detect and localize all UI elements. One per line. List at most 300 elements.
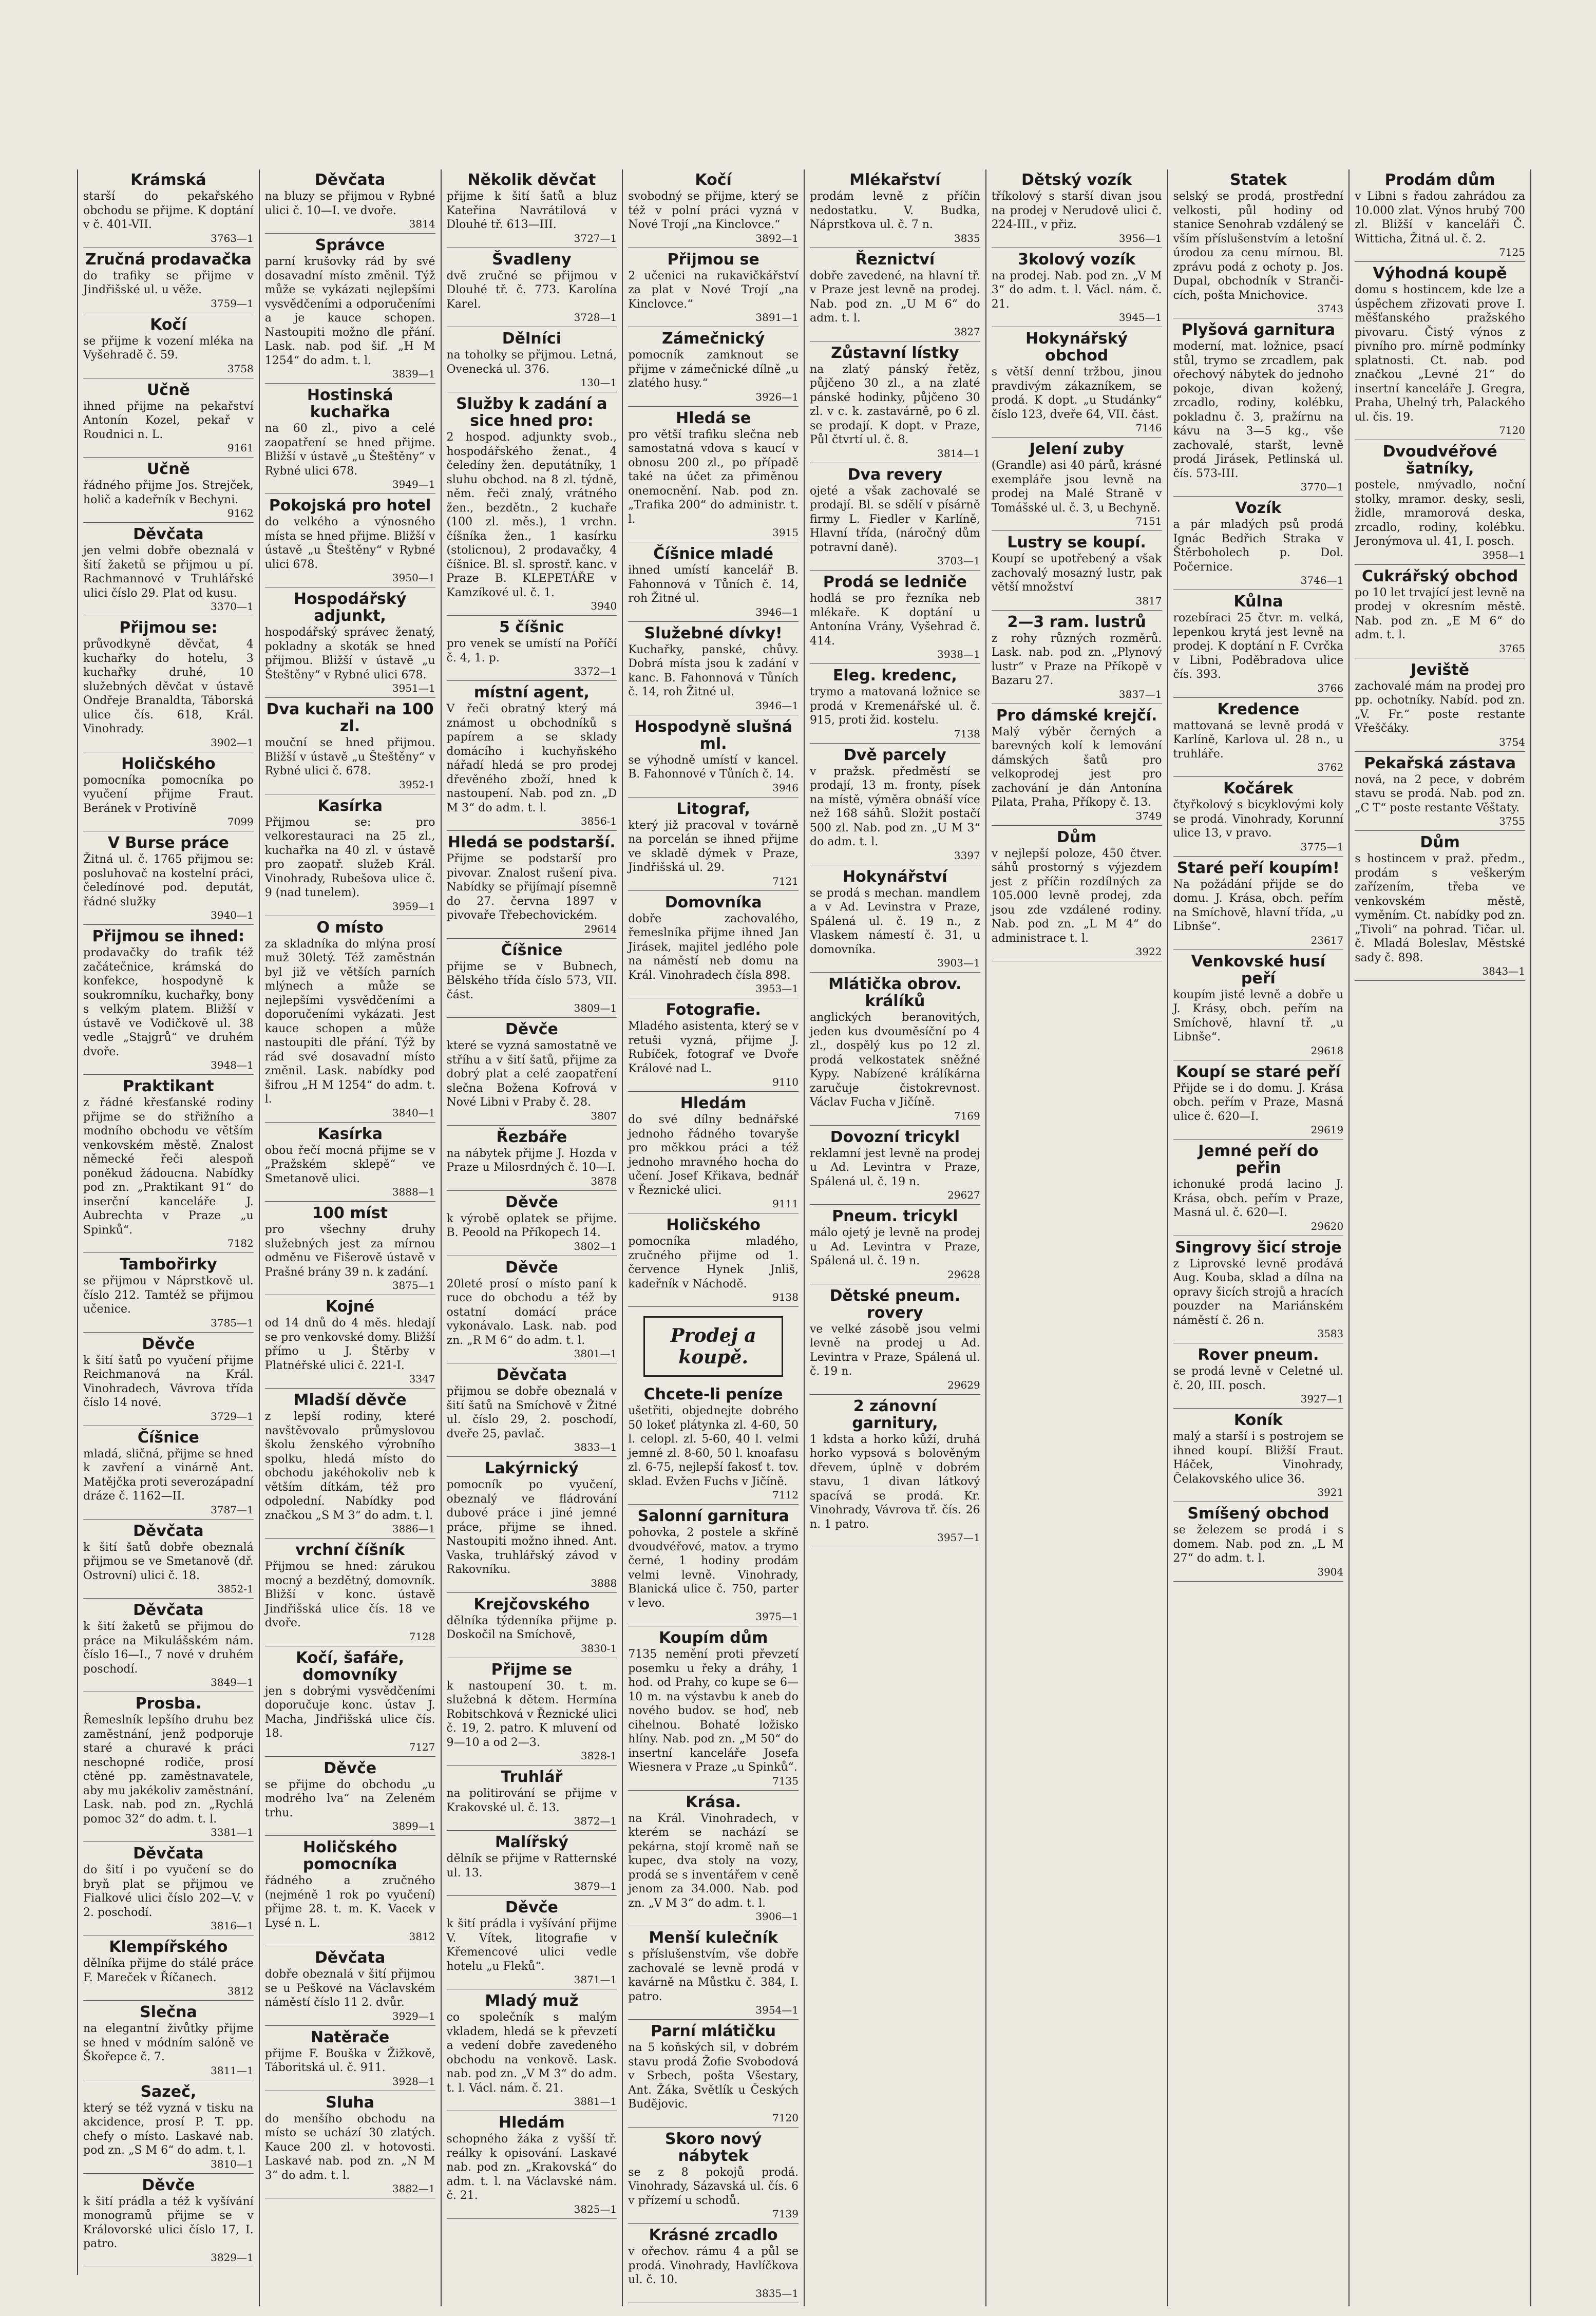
ad-reference-number: 3881—1 [574,2095,617,2108]
classified-ad [83,2083,254,2174]
classified-ad [83,1602,254,1692]
ad-heading: Chcete-li peníze [643,1385,783,1403]
ad-reference-number: 3951—1 [392,682,435,694]
classified-ad [265,591,435,698]
ad-text: s příslušenstvím, vše dobře zachovalé se levně prodá v kavárně na Můstku č. 384, I. patro. [628,1948,799,2003]
ad-text: ihned umístí kancelář B. Fahonnová v Tůních č. 14, roh Žitné ul. [628,564,799,605]
classified-ad [1173,780,1344,857]
ad-text: k šití šatů dobře obeznalá přijmou se ve Smetanově (dř. Ostrovní) ulici č. 18. [83,1541,254,1582]
ad-reference-number: 3938—1 [937,648,980,660]
ad-heading: Truhlář [501,1768,563,1786]
newspaper-page [77,169,1531,2300]
classified-ad [265,497,435,587]
ad-heading: Dům [1056,828,1097,846]
classified-ad [810,976,980,1126]
ad-text: 1 kdsta a horko kůží, druhá horko vypsová s bolověným dřevem, úplně v dobrém stavu, 1 divan látkový spacívá se prodá. Kr. Vinohrady, Vávrova tř. čís. 26 n. 1 patro. [810,1433,980,1531]
ad-reference-number: 3929—1 [392,2009,435,2022]
ad-heading: Zámečnický [661,330,765,348]
ad-text: ichonuké prodá lacino J. Krása, obch. peřím v Praze, Masná ul. č. 620—I. [1173,1178,1344,1219]
classified-ad [810,667,980,744]
ad-text: z Liprovské levně prodává Aug. Kouba, sklad a dílna na opravy šicích strojů a hracích pouzder na Mariánském náměstí č. 26 n. [1173,1257,1344,1327]
ad-reference-number: 7121 [772,875,799,887]
ad-heading: Rover pneum. [1198,1346,1319,1364]
ad-heading: Koupí se staré peří [1176,1062,1341,1081]
ad-text: se z 8 pokojů prodá. Vinohrady, Sázavská ul. čís. 6 v přízemí u schodů. [628,2166,799,2207]
classified-ad [1355,661,1525,752]
ad-text: moderní, mat. ložnice, psací stůl, trymo se zrcadlem, pak ořechový nábytek do jednoho pokoje, divan kožený, zrcadlo, rodiny, kolébku, pokladnu č. 3, pražírnu na kávu na 3—5 kg., vše zachovalé, staršt, levně prodá Jirásek, Petlinská ul. čís. 573-III. [1173,340,1344,480]
ad-text: postele, nmývadlo, noční stolky, mramor. desky, sesli, židle, mramorová deska, zrcadlo, rodiny, kolébku. Jeronýmova ul. 41, I. posch. [1355,479,1525,548]
ad-reference-number: 3949—1 [392,478,435,490]
ad-text: pomocník po vyučení, obeznalý ve fládrování dubové práce i jiné jemné práce, přijme se ihned. Nastoupiti možno ihned. Ant. Vaska, truhlářský závod v Rakovníku. [446,1478,617,1576]
ad-heading: Fotografie. [666,1001,761,1019]
ad-text: se přijmou v Náprstkově ul. číslo 212. Tamtéž se přijmou učenice. [83,1275,254,1316]
ad-text: ihned přijme na pekařství Antonín Kozel, pekař v Roudnici n. L. [83,400,254,441]
classified-ad [992,707,1162,826]
ad-text: hospodářský správec ženatý, pokladny a skoták se hned přijmou. Bližší v ústavě „u Šteštěny“ v Rybné ulici 678. [264,626,435,681]
ad-reference-number: 3763—1 [211,232,254,244]
classified-ad [447,1769,617,1831]
ad-heading: Učně [146,460,190,478]
ad-reference-number: 9110 [772,1076,799,1088]
ad-text: dělníka týdenníka přijme p. Doskočil na Smíchově, [446,1614,617,1641]
ad-reference-number: 3956—1 [1118,232,1162,244]
classified-ad [1173,1346,1344,1409]
ad-reference-number: 3915 [772,526,799,539]
classified-ad [992,330,1162,438]
ad-reference-number: 3749 [1135,809,1162,822]
ad-reference-number: 29629 [947,1378,980,1391]
ad-reference-number: 3755 [1499,815,1525,827]
classified-ad [628,1386,799,1505]
ad-heading: Hospodářský adjunkt, [293,590,407,625]
ad-text: dělníka přijme do stálé práce F. Mareček v Říčanech. [83,1957,254,1984]
ad-reference-number: 3957—1 [937,1531,980,1544]
ad-text: Mladého asistenta, který se v retuši vyzná, přijme J. Rubíček, fotograf ve Dvoře Králové nad L. [628,1020,799,1075]
ad-heading: Slečna [140,2003,197,2021]
ad-heading: Hokynářský obchod [1025,330,1128,365]
classified-ad [1173,953,1344,1060]
ad-reference-number: 3835—1 [755,2287,799,2300]
ad-text: Přijmou se: pro velkorestauraci na 25 zl., kuchařka na 40 zl. v ústavě pro zaopatř. služeb Král. Vinohrady, Rubešova ulice č. 9 (nad tunelem). [264,815,435,899]
classified-ad [265,1949,435,2026]
classified-ad [628,1095,799,1213]
ad-heading: 2—3 ram. lustrů [1007,613,1146,631]
ad-text: selský se prodá, prostřední velkosti, půl hodiny od stanice Senohrab vzdálený se vším příslušenstvím a letošní úrodou za cenu mírnou. Bl. zprávu podá z ochoty p. Jos. Dupal, obchodník v Stranči-cích, pošta Mnichovice. [1173,190,1344,302]
ad-text: koupím jisté levně a dobře u J. Krásy, obch. peřím na Smíchově, hlavní tř. „u Libnše“. [1173,988,1344,1043]
ad-reference-number: 3729—1 [211,1410,254,1422]
ad-reference-number: 3879—1 [574,1880,617,1892]
classified-ad [447,1661,617,1766]
classified-ad [265,1542,435,1646]
ad-reference-number: 3817 [1135,594,1162,607]
ad-reference-number: 29618 [1310,1044,1344,1057]
ad-reference-number: 3703—1 [937,555,980,567]
classified-ad [265,1649,435,1757]
column-8 [1350,169,1531,2306]
ad-text: přijme F. Bouška v Žižkově, Táboritská ul. č. 911. [264,2047,435,2074]
ad-reference-number: 3839—1 [392,368,435,380]
ad-heading: Lustry se koupí. [1007,534,1146,552]
ad-reference-number: 7146 [1135,422,1162,434]
ad-heading: Tambořirky [120,1256,217,1274]
classified-ad [628,1794,799,1927]
ad-text: (Grandle) asi 40 párů, krásné exempláře jsou levně na prodej na Malé Straně v Tomášské ul. č. 3, u Bechyně. [991,459,1162,515]
ad-reference-number: 3950—1 [392,572,435,584]
ad-text: dvě zručné se přijmou v Dlouhé tř. č. 773. Karolína Karel. [446,269,617,311]
ad-text: a pár mladých psů prodá Ignác Bedřich Straka v Štěrboholech p. Dol. Počernice. [1173,518,1344,574]
column-7 [1168,169,1350,2306]
ad-text: Žitná ul. č. 1765 přijmou se: posluhovač na kostelní práci, čeledínové pod. deputát, řádné služky [83,853,254,908]
classified-ad [810,345,980,463]
ad-reference-number: 3948—1 [211,1059,254,1071]
ad-text: se přijme k vození mléka na Vyšehradě č. 59. [83,334,254,362]
ad-reference-number: 3875—1 [392,1279,435,1292]
ad-reference-number: 3888—1 [392,1186,435,1198]
ad-heading: Přijmou se [667,250,759,269]
ad-reference-number: 9161 [227,442,254,454]
ad-heading: Mlátička obrov. králíků [828,975,962,1010]
classified-ad [628,545,799,622]
ad-text: jen s dobrými vysvědčeními doporučuje konc. ústav J. Macha, Jindřišská ulice čís. 18. [264,1684,435,1740]
ad-heading: V Burse práce [107,834,229,852]
column-1 [78,169,260,2306]
ad-reference-number: 29614 [584,922,617,935]
ad-text: 2 hospod. adjunkty svob., hospodářského ženat., 4 čeledíny žen. deputátníky, 1 sluhu obchod. na 8 zl. týdně, něm. řeči znalý, vrátného žen., bezdětn., 2 kuchaře (100 zl. měs.), 1 vrchn. číšníka žen., 1 kasírku (stolicnou), 2 prodavačky, 4 číšnice. Bl. sl. sprostř. kanc. v Praze B. KLEPETÁŘE v Kamzíkové ul. č. 1. [446,431,617,599]
ad-text: do trafiky se přijme v Jindřišské ul. u věže. [83,269,254,296]
classified-ad [265,1839,435,1946]
classified-ad [810,1208,980,1284]
ad-heading: Děvčata [314,1949,386,1967]
ad-heading: Jeviště [1411,660,1470,679]
ad-heading: Děvčata [314,171,386,189]
ad-text: dělník se přijme v Ratternské ul. 13. [446,1852,617,1880]
ad-heading: Zůstavní lístky [831,344,959,362]
ad-heading: Dva kuchaři na 100 zl. [266,700,434,735]
ad-text: řádného přijme Jos. Strejček, holič a kadeřník v Bechyni. [83,479,254,506]
ad-text: pomocníka mladého, zručného přijme od 1. července Hynek Jnliš, kadeřník v Náchodě. [628,1235,799,1290]
ad-text: schopného žáka z vyšší tř. reálky k opisování. Laskavé nab. pod zn. „Krakovská“ do adm. t. l. na Václavské nám. č. 21. [446,2133,617,2202]
section-banner: Prodej a koupě. [643,1316,783,1377]
ad-heading: Učně [146,381,190,399]
classified-ad [447,834,617,939]
classified-ad [265,237,435,384]
classified-ad [810,1287,980,1395]
ad-text: na 5 koňských sil, v dobrém stavu prodá Žofie Svobodová v Srbech, pošta Všestary, Ant. Žáka, Světlík u Českých Budějovic. [628,2041,799,2111]
ad-reference-number: 3814—1 [937,447,980,460]
classified-ad [447,1992,617,2111]
classified-ad [265,387,435,494]
classified-ad [447,619,617,681]
ad-reference-number: 3802—1 [574,1240,617,1252]
ad-text: Kuchařky, panské, chůvy. Dobrá místa jsou k zadání v kanc. B. Fahonnová v Tůních č. 14, roh Žitné ul. [628,643,799,698]
ad-reference-number: 3809—1 [574,1002,617,1014]
ad-reference-number: 3835 [954,232,980,244]
ad-heading: Kasírka [317,796,383,815]
classified-ad [83,1523,254,1599]
ad-reference-number: 7138 [954,727,980,740]
ad-heading: Řeznictví [855,250,935,269]
ad-heading: Děvče [324,1759,377,1777]
ad-text: se prodá s mechan. mandlem a v Ad. Levinstra v Praze, Spálená ul. č. 19 n., z Vlaskem námestí č. 31, u domovníka. [810,886,980,956]
ad-heading: Staré peří koupím! [1176,859,1340,877]
classified-ad [447,1596,617,1658]
ad-reference-number: 3787—1 [211,1503,254,1516]
classified-ad [992,251,1162,328]
ad-heading: Děvčata [133,1601,204,1619]
ad-heading: Mlékařství [849,171,941,189]
classified-ad [83,526,254,616]
column-4 [623,169,805,2306]
ad-text: dobře zavedené, na hlavní tř. v Praze jest levně na prodej. Nab. pod zn. „U M 6“ do adm. t. l. [810,269,980,325]
ad-heading: Holičského [666,1216,761,1234]
ad-heading: Děvče [505,1899,558,1916]
ad-text: v pražsk. předměstí se prodají, 13 m. fronty, písek na místě, výměra obnáší více než 168 sáhů. Složit postačí 500 zl. Nab. pod zn. „U M 3“ do adm. t. l. [810,765,980,848]
classified-ad [447,330,617,392]
ad-text: domu s hostincem, kde lze a úspěchem zřizovati prove I. měšťanského pražského pivovaru. Čistý výnos z pivního pro. mírně podmínky splatnosti. Ct. nab. pod značkou „Levné 21“ do insertní kanceláře J. Gregra, Praha, Uhelný trh, Palackého ul. čis. 19. [1355,283,1525,424]
ad-text: tříkolový s starší divan jsou na prodej v Nerudově ulici č. 224-III., v přiz. [991,190,1162,231]
ad-reference-number: 3892—1 [755,232,799,244]
ad-heading: Hospodyně slušná ml. [634,717,793,753]
classified-ad [265,172,435,234]
classified-ad [447,395,617,616]
classified-ad [447,684,617,831]
ad-reference-number: 29628 [947,1268,980,1281]
classified-ad [83,755,254,832]
ad-text: ojeté a však zachovalé se prodají. Bl. se sdělí v písárně firmy L. Fiedler v Karlíně, Hlavní třída, (náročný dům potravní daně). [810,484,980,554]
ad-text: ve velké zásobě jsou velmi levně na prodej u Ad. Levintra v Praze, Spálená ul. č. 19 n. [810,1322,980,1378]
classified-ad [447,1366,617,1457]
ad-text: po 10 let trvající jest levně na prodej v okresním městě. Nab. pod zn. „E M 6“ do adm. t. l. [1355,586,1525,641]
classified-ad [83,1336,254,1426]
ad-reference-number: 9162 [227,507,254,519]
ad-text: prodavačky do trafik též začátečnice, krámská do konfekce, hospodyně k soukromníku, kuchařky, bony s velkým platem. Bližší v ústavě ve Vodičkově ul. 38 vedle „Stajgrů“ ve druhém dvoře. [83,946,254,1058]
ad-heading: Kočí, šafáře, domovníky [296,1648,405,1684]
ad-reference-number: 3746—1 [1300,574,1344,586]
ad-text: přijme se v Bubnech, Bělského třída číslo 573, VII. část. [446,960,617,1001]
ad-text: do šití i po vyučení se do bryň plat se přijmou ve Fialkové ulici číslo 202—V. v 2. poschodí. [83,1864,254,1919]
ad-text: s hostincem v praž. předm., prodám s veškerým zařízením, třeba ve venkovském městě, vyměním. Ct. nabídky pod zn. „Tivoli“ na pohrad. Tičar. ul. č. Mladá Boleslav, Městské sady č. 898. [1355,852,1525,964]
classified-ad [1173,500,1344,590]
ad-heading: Mladší děvče [293,1391,407,1409]
ad-text: na Král. Vinohradech, v kterém se nachází se pekárna, stojí kromě naň se kupec, dva stoly na vozy, prodá se s inventářem v ceně jenom za 34.000. Nab. pod zn. „V M 3“ do adm. t. l. [628,1812,799,1910]
ad-reference-number: 3762 [1317,761,1344,773]
ad-reference-number: 3927—1 [1300,1393,1344,1405]
ad-reference-number: 29627 [947,1189,980,1201]
ad-heading: Dvě parcely [844,746,946,764]
ad-reference-number: 3785—1 [211,1316,254,1329]
classified-ad [992,614,1162,704]
classified-ad [992,534,1162,611]
ad-heading: Děvče [142,1335,195,1353]
ad-text: Na požádání přijde se do domu. J. Krása, obch. peřím na Smíchově, hlavní třída, „u Libnše“. [1173,878,1344,933]
column-2 [260,169,442,2306]
ad-reference-number: 3370—1 [211,600,254,613]
classified-ad [447,1259,617,1364]
ad-text: k šití žaketů se přijmou do práce na Mikulášském nám. číslo 16—I., 7 nové v druhém poschodí. [83,1620,254,1676]
ad-reference-number: 7139 [772,2208,799,2220]
ad-reference-number: 3801—1 [574,1347,617,1360]
ad-text: 7135 nemění proti převzetí posemku u řeky a dráhy, 1 hod. od Prahy, co kupe se 6—10 m. na výstavbu k aneb do nového budov. se hoď, neb cihelnou. Bohaté ložisko hlíny. Nab. pod zn. „M 50“ do insertní kanceláře Josefa Wiesnera v Praze „u Spinků“. [628,1648,799,1774]
classified-ad [628,2227,799,2303]
ad-text: k nastoupení 30. t. m. služebná k dětem. Hermína Robitschková v Řeznické ulici č. 19, 2. patro. K mluvení od 9—10 a od 2—3. [446,1679,617,1749]
ad-reference-number: 3810—1 [211,2157,254,2170]
ad-reference-number: 3954—1 [755,2004,799,2016]
ad-reference-number: 3878 [591,1174,617,1187]
ad-text: na 60 zl., pivo a celé zaopatření se hned přijme. Bližší v ústavě „u Šteštěny“ v Rybné ulici 678. [264,422,435,478]
classified-ad [810,1129,980,1205]
ad-reference-number: 130—1 [580,376,617,389]
ad-text: dobře obeznalá v šití přijmou se u Peškové na Václavském náměstí číslo 11 2. dvůr. [264,1968,435,2009]
ad-reference-number: 29619 [1310,1124,1344,1136]
ad-text: dobře zachovalého, řemeslníka přijme ihned Jan Jirásek, majitel jedlého pole na náměstí neb domu na Král. Vinohradech čísla 898. [628,912,799,982]
ad-text: hodlá se pro řezníka neb mlékaře. K doptání u Antonína Vrány, Vyšehrad č. 414. [810,592,980,648]
ad-heading: Krása. [686,1793,742,1811]
ad-text: do menšího obchodu na místo se uchází 30 zlatých. Kauce 200 zl. v hotovosti. Laskavé nab. pod zn. „N M 3“ do adm. t. l. [264,2112,435,2182]
ad-reference-number: 3953—1 [755,982,799,995]
classified-ad [992,829,1162,962]
ad-heading: Číšnice mladé [653,545,774,563]
ad-text: pro všechny druhy služebných jest za mírnou odměnu ve Fišerově ústavě v Prašné brány 39 n. k zadání. [264,1223,435,1279]
classified-ad [628,330,799,407]
classified-ad [1173,593,1344,698]
ad-text: k šití prádla i vyšívání přijme V. Vítek, litografie v Křemencové ulici vedle hotelu „u Fleků“. [446,1918,617,1973]
ad-heading: Dětské pneum. rovery [829,1286,961,1322]
ad-reference-number: 3959—1 [392,900,435,913]
ad-reference-number: 3825—1 [574,2203,617,2215]
ad-text: 20leté prosí o místo paní k ruce do obchodu a též by ostatní domácí práce vykonávalo. Lask. nab. pod zn. „R M 6“ do adm. t. l. [446,1277,617,1347]
ad-heading: Krámská [130,171,206,189]
classified-ad [628,801,799,891]
ad-heading: Děvče [505,1193,558,1211]
ad-reference-number: 3886—1 [392,1523,435,1535]
ad-text: do velkého a výnosného místa se hned přijme. Bližší v ústavě „u Šteštěny“ v Rybné ulici 678. [264,516,435,571]
classified-ad [83,1429,254,1520]
ad-reference-number: 3812 [227,1985,254,1997]
ad-heading: Přijmou se ihned: [92,927,245,945]
ad-reference-number: 3727—1 [574,232,617,244]
classified-ad [810,868,980,973]
ad-text: do své dílny bednářské jednoho řádného tovaryše pro měkkou práci a též jednoho mravného hocha do učení. Josef Křikava, bednář v Řeznické ulici. [628,1113,799,1197]
ad-reference-number: 3381—1 [211,1826,254,1838]
classified-ad [628,172,799,248]
ad-text: nová, na 2 pece, v dobrém stavu se prodá. Nab. pod zn. „C T“ poste restante Věštaty. [1355,773,1525,814]
ad-text: k výrobě oplatek se přijme. B. Peoold na Příkopech 14. [446,1212,617,1239]
ad-reference-number: 3945—1 [1118,311,1162,324]
ad-text: které se vyzná samostatně ve stříhu a v šití šatů, přijme za dobrý plat a celé zaopatření slečna Božena Kofrová v Nové Libni v Praby č. 28. [446,1039,617,1109]
ad-text: Malý výběr černých a barevných kolí k lemování dámských šatů pro velkoprodej jest pro zachování je dán Antonína Pilata, Praha, Příkopy č. 13. [991,725,1162,809]
ad-reference-number: 3921 [1317,1486,1344,1498]
ad-reference-number: 3397 [954,849,980,862]
classified-ad [83,2004,254,2080]
classified-ad [628,410,799,543]
ad-reference-number: 3882—1 [392,2182,435,2195]
ad-reference-number: 3946—1 [755,605,799,618]
classified-ad [447,172,617,248]
ad-reference-number: 3906—1 [755,1910,799,1923]
ad-heading: Několik děvčat [467,171,596,189]
ad-reference-number: 3852-1 [217,1583,254,1595]
ad-text: málo ojetý je levně na prodej u Ad. Levintra v Praze, Spálená ul. č. 19 n. [810,1226,980,1267]
ad-reference-number: 3904 [1317,1565,1344,1578]
ad-heading: Koupím dům [659,1629,768,1647]
ad-reference-number: 3758 [227,362,254,375]
ad-heading: Prodám dům [1384,171,1495,189]
ad-heading: Kočí [695,171,732,189]
ad-text: v ořechov. rámu 4 a půl se prodá. Vinohrady, Havlíčkova ul. č. 10. [628,2245,799,2286]
classified-ad [992,172,1162,248]
ad-reference-number: 3765 [1499,642,1525,655]
ad-reference-number: 3843—1 [1482,965,1525,977]
classified-ad [1173,321,1344,497]
classified-ad [83,1695,254,1842]
ad-reference-number: 3871—1 [574,1973,617,1986]
ad-heading: Kočí [150,315,187,334]
ad-text: Koupí se upotřebený a však zachovalý mosazný lustr, pak větší množství [991,553,1162,594]
ad-reference-number: 3888 [591,1577,617,1589]
classified-ad [83,316,254,378]
classified-ad [810,1398,980,1548]
classified-ad [628,2131,799,2224]
ad-text: co společník s malým vkladem, hledá se k převzetí a vedení dobře zavedeného obchodu na venkově. Lask. nab. pod zn. „V M 3“ do adm. t. l. Václ. nám. č. 21. [446,2011,617,2095]
ad-heading: Holičského pomocníka [302,1838,397,1873]
ad-reference-number: 9138 [772,1291,799,1303]
ad-text: Přijmou se hned: zárukou mocný a bezdětný, domovník. Bližší v konc. ústavě Jindřišská ulice čís. 18 ve dvoře. [264,1560,435,1629]
ad-text: z řádné křesťanské rodiny přijme se do střižního a modního obchodu ve větším venkovském městě. Znalost německé řeči alespoň poněkud žádoucna. Nabídky pod zn. „Praktikant 91“ do inserční kanceláře J. Aubrechta v Praze „u Spinků“. [83,1096,254,1237]
ad-heading: Kůlna [1233,593,1283,611]
ad-reference-number: 7120 [1499,424,1525,436]
classified-ad [1173,860,1344,950]
ad-reference-number: 3899—1 [392,1820,435,1832]
classified-ad [1173,1239,1344,1344]
classified-ad [1173,1143,1344,1236]
column-3 [442,169,623,2306]
ad-heading: 5 číšnic [499,618,564,636]
ad-reference-number: 7125 [1499,246,1525,258]
classified-ad [628,1929,799,2020]
ad-text: mouční se hned přijmou. Bližší v ústavě „u Šteštěny“ v Rybné ulici č. 678. [264,736,435,777]
ad-heading: Statek [1229,171,1287,189]
ad-heading: Cukrářský obchod [1361,567,1518,585]
classified-ad [1355,755,1525,831]
ad-text: který se též vyzná v tisku na akcidence, prosí P. T. pp. chefy o místo. Laskavé nab. pod zn. „S M 6“ do adm. t. l. [83,2101,254,2157]
classified-ad [628,1508,799,1626]
ad-text: na toholky se přijmou. Letná, Ovenecká ul. 376. [446,349,617,376]
ad-heading: Děvčata [133,525,204,543]
ad-heading: Pneum. tricykl [832,1207,958,1225]
ad-heading: Pro dámské krejčí. [996,706,1157,725]
ad-text: malý a starší i s postrojem se ihned koupí. Bližší Fraut. Háček, Vinohrady, Čelakovského ulice 36. [1173,1430,1344,1486]
ad-text: z lepší rodiny, které navštěvovalo průmyslovou školu ženského výrobního spolku, hledá místo do obchodu jakéhokoliv neb k větším dítkám, též pro odpolední. Nabídky pod značkou „S M 3“ do adm. t. l. [264,1410,435,1522]
ad-heading: 2 zánovní garnitury, [852,1397,938,1432]
classified-ad [628,1217,799,1307]
ad-reference-number: 3928—1 [392,2075,435,2087]
ad-reference-number: 3759—1 [211,297,254,310]
classified-ad [447,1129,617,1191]
column-5 [805,169,986,2306]
ad-heading: Pekařská zástava [1364,754,1516,772]
classified-ad [83,834,254,925]
ad-heading: Klempířského [109,1938,228,1956]
ad-heading: Správce [315,236,385,254]
classified-ad [628,2023,799,2128]
ad-heading: Krásné zrcadlo [649,2226,778,2244]
ad-heading: Děvčata [496,1366,567,1384]
ad-reference-number: 3840—1 [392,1106,435,1119]
classified-ad [83,1078,254,1253]
ad-heading: Mladý muž [485,1992,579,2010]
ad-text: s větší denní tržbou, jinou pravdivým zákazníkem, se prodá. K dopt. „u Studánky“ číslo 123, dveře 64, VII. část. [991,366,1162,421]
ad-heading: Jemné peří do peřin [1198,1142,1319,1177]
